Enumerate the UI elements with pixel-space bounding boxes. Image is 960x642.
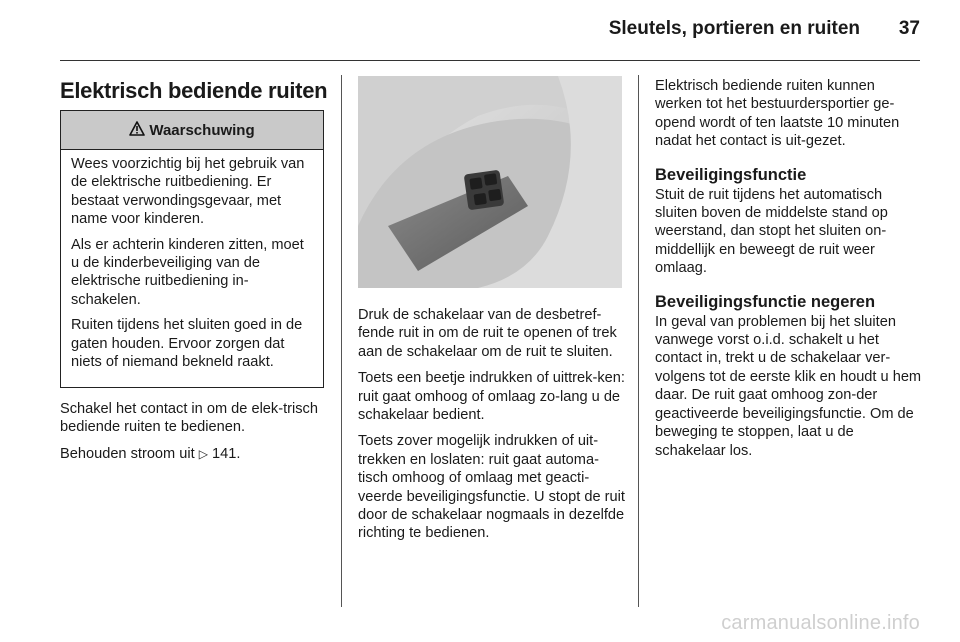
body-paragraph: In geval van problemen bij het sluiten vanwege vorst o.i.d. schakelt u het contact in, trekt u de schakelaar ver-volgens tot de eerste klik en houdt u hem daar. De ruit gaat omhoog zon-der geactiveerde beveiligingsfunctie. Om de beweging te stoppen, laat u de schakelaar los.	[655, 313, 922, 459]
power-off-reference: Behouden stroom uit ▷ 141.	[60, 445, 241, 462]
door-switch-photo	[358, 76, 622, 288]
column-divider-left	[341, 75, 342, 607]
watermark: carmanualsonline.info	[721, 612, 920, 634]
page-header-title: Sleutels, portieren en ruiten	[608, 18, 860, 39]
body-paragraph: Toets zover mogelijk indrukken of uit-trekken en loslaten: ruit gaat automa-tisch omhoog of omlaag met geacti-veerde beveiligingsfunctie. U stopt de ruit door de schakelaar nogmaals in dezelfde richting te bedienen.	[358, 433, 625, 542]
warning-header	[61, 111, 323, 150]
warning-heading: Waarschuwing	[149, 121, 255, 139]
page-number: 37	[898, 18, 920, 39]
warning-triangle-icon	[129, 121, 145, 140]
column-divider-right	[638, 75, 639, 607]
middle-column-text	[358, 306, 626, 551]
subsection-title-override: Beveiligingsfunctie negeren	[655, 292, 876, 311]
warning-body	[61, 150, 323, 371]
body-paragraph: Stuit de ruit tijdens het automatisch sluiten boven de middelste stand op weerstand, dan stopt het sluiten on-middellijk en beweegt de ruit weer omlaag.	[655, 186, 888, 277]
header-divider	[60, 60, 920, 61]
body-paragraph: Schakel het contact in om de elek-trisch bediende ruiten te bedienen.	[60, 401, 318, 436]
warning-paragraph: Als er achterin kinderen zitten, moet u de kinderbeveiliging van de elektrische ruitbediening in-schakelen.	[71, 236, 304, 308]
cross-reference-icon: ▷	[198, 446, 208, 461]
body-paragraph: Elektrisch bediende ruiten kunnen werken tot het bestuurdersportier ge-opend wordt of ten laatste 10 minuten nadat het contact is uit-gezet.	[655, 78, 900, 150]
left-column-text	[60, 400, 330, 471]
cross-reference-page: 141.	[212, 445, 241, 462]
right-column-text	[655, 77, 923, 468]
section-title: Elektrisch bediende ruiten	[60, 78, 328, 103]
body-paragraph: Druk de schakelaar van de desbetref-fende ruit in om de ruit te openen of trek aan de schakelaar om de ruit te sluiten.	[358, 307, 617, 360]
body-paragraph: Toets een beetje indrukken of uittrek-ken: ruit gaat omhoog of omlaag zo-lang u de schakelaar bedient.	[358, 370, 625, 424]
warning-box	[60, 110, 324, 388]
subsection-title-safety: Beveiligingsfunctie	[655, 165, 807, 184]
warning-paragraph: Ruiten tijdens het sluiten goed in de gaten houden. Ervoor zorgen dat niets of niemand bekneld raakt.	[71, 317, 303, 371]
warning-paragraph: Wees voorzichtig bij het gebruik van de elektrische ruitbediening. Er bestaat verwondingsgevaar, met name voor kinderen.	[71, 156, 305, 228]
